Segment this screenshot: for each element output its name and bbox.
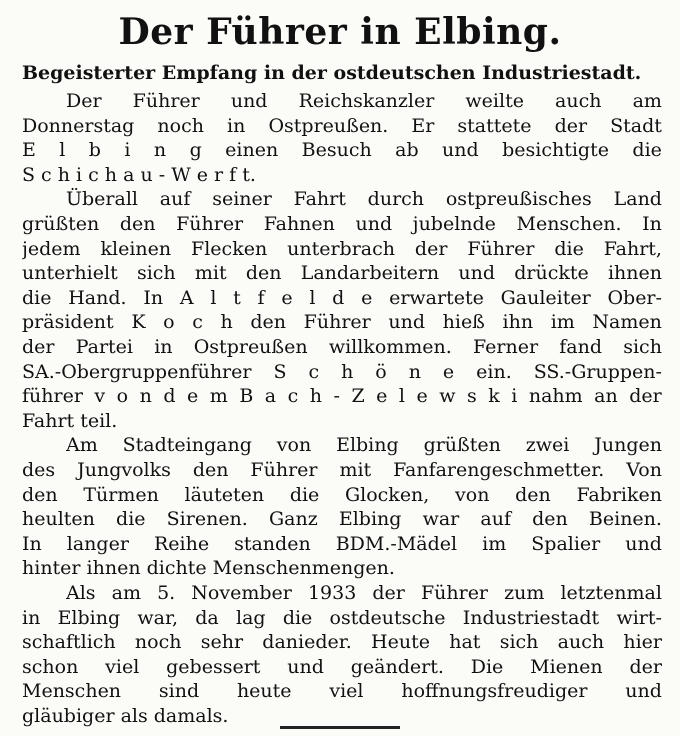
article-line: hinter ihnen dichte Menschenmengen. <box>22 557 395 580</box>
article-line: die Hand. In A l t f e l d e erwartete Gauleiter Ober- <box>22 286 662 309</box>
article-line: der Partei in Ostpreußen willkommen. Ferner fand sich <box>22 336 662 358</box>
article-line: schon viel gebessert und geändert. Die Mienen der <box>22 655 662 678</box>
article-line: In langer Reihe standen BDM.-Mädel im Spalier und <box>22 532 662 555</box>
article-line: Menschen sind heute viel hoffnungsfreudiger und <box>22 680 662 703</box>
separator-rule <box>280 726 400 729</box>
article-subheadline: Begeisterter Empfang in der ostdeutschen Industriestadt. <box>22 62 642 84</box>
article-line: E l b i n g einen Besuch ab und besichtigte die <box>22 139 662 162</box>
article-line: jedem kleinen Flecken unterbrach der Führer die Fahrt, <box>22 237 662 260</box>
article-line: gläubiger als damals. <box>22 705 229 727</box>
article-line: Fahrt teil. <box>22 409 118 432</box>
article-line: Donnerstag noch in Ostpreußen. Er stattete der Stadt <box>22 114 662 137</box>
article-line: den Türmen läuteten die Glocken, von den Fabriken <box>22 483 662 506</box>
article-line: unterhielt sich mit den Landarbeitern und drückte ihnen <box>22 262 662 285</box>
article-line: grüßten den Führer Fahnen und jubelnde Menschen. In <box>22 213 662 235</box>
article-line: des Jungvolks den Führer mit Fanfarengeschmetter. Von <box>22 459 662 481</box>
article-line: präsident K o c h den Führer und hieß ihn im Namen <box>22 311 662 334</box>
article-line: Überall auf seiner Fahrt durch ostpreußisches Land <box>66 188 662 211</box>
article-headline: Der Führer in Elbing. <box>118 11 562 53</box>
article-line: heulten die Sirenen. Ganz Elbing war auf den Beinen. <box>22 508 662 531</box>
article-line: führer v o n d e m B a c h - Z e l e w s k i nahm an der <box>22 385 662 408</box>
article-line: in Elbing war, da lag die ostdeutsche Industriestadt wirt- <box>22 606 662 629</box>
article-line: S c h i c h a u - W e r f t. <box>22 163 256 186</box>
article-line: Am Stadteingang von Elbing grüßten zwei Jungen <box>66 434 662 457</box>
article-line: SA.-Obergruppenführer S c h ö n e ein. SS.-Gruppen- <box>22 360 662 383</box>
article-line: Als am 5. November 1933 der Führer zum letztenmal <box>66 582 662 604</box>
article-line: schaftlich noch sehr danieder. Heute hat sich auch hier <box>22 631 662 654</box>
article-line: Der Führer und Reichskanzler weilte auch am <box>66 90 662 112</box>
